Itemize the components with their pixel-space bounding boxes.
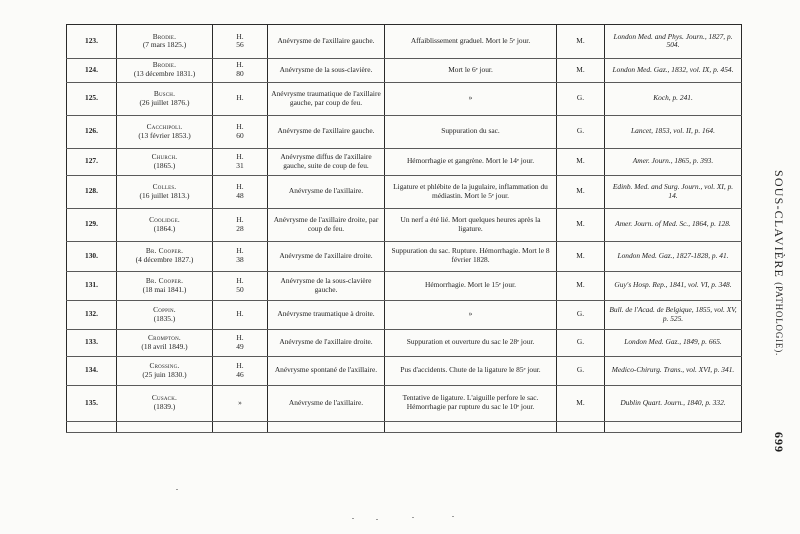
reference-text: Dublin Quart. Journ., 1840, p. 332.: [620, 397, 726, 407]
result-code: M.: [576, 219, 585, 229]
result-cell: [557, 208, 605, 241]
case-number-cell: [67, 115, 117, 148]
outcome-text: Mort le 6ᵉ jour.: [448, 64, 493, 74]
lesion-text: Anévrysme traumatique à droite.: [277, 309, 375, 319]
case-number: 126.: [85, 126, 98, 136]
result-cell: [557, 329, 605, 356]
author-name: Busch.: [153, 88, 176, 98]
case-date: (1864.): [153, 223, 176, 233]
reference-text: London Med. and Phys. Journ., 1827, p. 504.: [613, 31, 733, 50]
reference-text: Medico-Chirurg. Trans., vol. XVI, p. 341.: [611, 365, 735, 375]
author-name: Brodie.: [152, 31, 177, 41]
result-cell: [557, 241, 605, 271]
author-name: Br. Cooper.: [145, 246, 184, 256]
lesion-cell: [268, 385, 385, 421]
case-number-cell: [67, 385, 117, 421]
outcome-text: Suppuration et ouverture du sac le 28ᵉ jour.: [406, 337, 535, 347]
case-number: 132.: [85, 309, 98, 319]
outcome-cell: [385, 271, 557, 300]
result-cell: [557, 115, 605, 148]
case-number-cell: [67, 271, 117, 300]
reference-text: Edinb. Med. and Surg. Journ., vol. XI, p. 14.: [612, 181, 734, 200]
author-name: Cacchipoli.: [146, 121, 183, 131]
case-number: 128.: [85, 186, 98, 196]
lesion-text: Anévrysme spontané de l'axillaire.: [274, 365, 378, 375]
lesion-text: Anévrysme de l'axillaire droite, par coup de feu.: [273, 214, 379, 233]
case-date: (26 juillet 1876.): [139, 97, 190, 107]
running-head-title: SOUS-CLAVIÈRE: [772, 170, 786, 279]
reference-text: Amer. Journ., 1865, p. 393.: [632, 156, 714, 166]
outcome-text: Hémorrhagie et gangrène. Mort le 14ᵉ jour.: [406, 156, 535, 166]
reference-text: Lancet, 1853, vol. II, p. 164.: [631, 126, 715, 136]
case-number: 125.: [85, 93, 98, 103]
result-code: M.: [576, 35, 585, 45]
sex-age-cell: [213, 175, 268, 208]
patient-sex: H.: [236, 309, 244, 319]
outcome-cell: [385, 148, 557, 175]
result-code: G.: [576, 309, 585, 319]
outcome-text: Tentative de ligature. L'aiguille perfore le sac. Hémorrhagie par rupture du sac le 10ᵉ jour.: [402, 393, 539, 411]
patient-age: 50: [236, 284, 244, 294]
table-row: [67, 208, 742, 241]
sex-age-cell: [213, 329, 268, 356]
patient-sex: H.: [236, 60, 244, 70]
case-date: (7 mars 1825.): [142, 40, 187, 50]
outcome-text: Un nerf a été lié. Mort quelques heures après la ligature.: [400, 214, 541, 233]
reference-cell: [605, 115, 742, 148]
author-name: Colles.: [152, 181, 177, 191]
patient-sex: H.: [236, 121, 244, 131]
reference-cell: [605, 175, 742, 208]
author-name: Coppin.: [153, 304, 176, 314]
reference-cell: [605, 208, 742, 241]
lesion-text: Anévrysme de l'axillaire gauche.: [277, 126, 375, 136]
case-number-cell: [67, 241, 117, 271]
reference-cell: [605, 271, 742, 300]
case-number: 129.: [85, 219, 98, 229]
patient-sex: H.: [236, 332, 244, 342]
outcome-text: »: [468, 93, 473, 103]
patient-age: 48: [236, 190, 244, 200]
lesion-cell: [268, 115, 385, 148]
case-number: 134.: [85, 365, 98, 375]
result-code: G.: [576, 126, 585, 136]
result-cell: [557, 58, 605, 82]
case-number-cell: [67, 208, 117, 241]
table-row: [67, 148, 742, 175]
case-number-cell: [67, 148, 117, 175]
lesion-cell: [268, 175, 385, 208]
outcome-cell: [385, 25, 557, 58]
patient-sex: »: [238, 397, 242, 407]
result-cell: [557, 356, 605, 385]
patient-age: 28: [236, 223, 244, 233]
outcome-cell: [385, 329, 557, 356]
result-code: G.: [576, 365, 585, 375]
lesion-cell: [268, 58, 385, 82]
lesion-cell: [268, 25, 385, 58]
patient-sex: H.: [236, 360, 244, 370]
reference-cell: [605, 385, 742, 421]
case-number: 130.: [85, 250, 98, 260]
case-number-cell: [67, 329, 117, 356]
author-cell: [117, 175, 213, 208]
author-name: Br. Cooper.: [145, 275, 184, 285]
case-number-cell: [67, 82, 117, 115]
lesion-text: Anévrysme traumatique de l'axillaire gauche, par coup de feu.: [271, 88, 381, 107]
author-name: Cusack.: [151, 393, 178, 403]
lesion-text: Anévrysme de la sous-clavière gauche.: [280, 275, 372, 294]
outcome-text: Ligature et phlébite de la jugulaire, inflammation du médiastin. Mort le 5ᵉ jour.: [393, 181, 548, 200]
outcome-cell: [385, 175, 557, 208]
case-date: (18 mai 1841.): [142, 284, 187, 294]
result-cell: [557, 175, 605, 208]
reference-cell: [605, 82, 742, 115]
author-cell: [117, 241, 213, 271]
result-cell: [557, 25, 605, 58]
reference-text: London Med. Gaz., 1849, p. 665.: [624, 337, 722, 347]
outcome-text: Suppuration du sac. Rupture. Hémorrhagie. Mort le 8 février 1828.: [391, 246, 550, 264]
outcome-cell: [385, 208, 557, 241]
lesion-cell: [268, 208, 385, 241]
patient-sex: H.: [236, 31, 244, 41]
case-number: 133.: [85, 337, 98, 347]
reference-text: London Med. Gaz., 1832, vol. IX, p. 454.: [612, 64, 734, 74]
outcome-text: »: [468, 309, 473, 319]
outcome-text: Affaiblissement graduel. Mort le 5ᵉ jour.: [410, 35, 531, 45]
case-number-cell: [67, 58, 117, 82]
sex-age-cell: [213, 148, 268, 175]
author-name: Church.: [151, 151, 178, 161]
patient-sex: H.: [236, 246, 244, 256]
case-number: 124.: [85, 64, 98, 74]
case-date: (13 décembre 1831.): [133, 69, 196, 78]
running-head-subtitle: (PATHOLOGIE).: [774, 282, 784, 357]
table-row: [67, 329, 742, 356]
result-code: G.: [576, 93, 585, 103]
reference-text: Amer. Journ. of Med. Sc., 1864, p. 128.: [615, 219, 731, 229]
author-cell: [117, 115, 213, 148]
case-number: 135.: [85, 397, 98, 407]
patient-sex: H.: [236, 181, 244, 191]
table-row: [67, 385, 742, 421]
patient-sex: H.: [236, 93, 244, 103]
author-cell: [117, 329, 213, 356]
result-code: M.: [576, 186, 585, 196]
reference-cell: [605, 241, 742, 271]
result-cell: [557, 300, 605, 329]
author-cell: [117, 25, 213, 58]
author-name: Crompton.: [148, 332, 181, 342]
patient-age: 49: [236, 341, 244, 351]
table-row: [67, 241, 742, 271]
running-head: [771, 170, 786, 356]
case-number: 123.: [85, 35, 98, 45]
author-cell: [117, 271, 213, 300]
patient-age: 31: [236, 160, 244, 170]
case-date: (25 juin 1830.): [142, 369, 187, 379]
patient-age: 38: [236, 255, 244, 264]
case-number: 131.: [85, 280, 98, 290]
sex-age-cell: [213, 271, 268, 300]
lesion-text: Anévrysme de l'axillaire gauche.: [277, 35, 375, 45]
lesion-text: Anévrysme diffus de l'axillaire gauche, suite de coup de feu.: [280, 151, 372, 170]
lesion-cell: [268, 356, 385, 385]
reference-cell: [605, 356, 742, 385]
author-cell: [117, 58, 213, 82]
table-row: [67, 356, 742, 385]
lesion-cell: [268, 148, 385, 175]
lesion-cell: [268, 300, 385, 329]
case-date: (1835.): [153, 313, 176, 323]
table-row: [67, 175, 742, 208]
result-code: M.: [576, 250, 585, 260]
result-code: M.: [576, 397, 585, 407]
case-date: (16 juillet 1813.): [139, 190, 190, 200]
case-number-cell: [67, 300, 117, 329]
sex-age-cell: [213, 25, 268, 58]
patient-sex: H.: [236, 151, 244, 161]
patient-sex: H.: [236, 275, 244, 285]
lesion-cell: [268, 271, 385, 300]
sex-age-cell: [213, 300, 268, 329]
table-row: [67, 82, 742, 115]
outcome-text: Hémorrhagie. Mort le 15ᵉ jour.: [425, 280, 516, 290]
case-number-cell: [67, 175, 117, 208]
case-date: (4 décembre 1827.): [135, 255, 194, 264]
result-cell: [557, 148, 605, 175]
result-code: G.: [576, 337, 585, 347]
reference-cell: [605, 25, 742, 58]
outcome-cell: [385, 82, 557, 115]
sex-age-cell: [213, 385, 268, 421]
outcome-text: Suppuration du sac.: [441, 126, 500, 136]
cases-table: [66, 24, 742, 433]
author-name: Brodie.: [152, 60, 177, 70]
author-name: Crossing.: [149, 360, 180, 370]
patient-sex: H.: [236, 214, 244, 224]
author-cell: [117, 82, 213, 115]
sex-age-cell: [213, 115, 268, 148]
reference-cell: [605, 300, 742, 329]
page-number: 699: [772, 432, 786, 453]
case-date: (13 février 1853.): [138, 130, 191, 140]
reference-cell: [605, 148, 742, 175]
sex-age-cell: [213, 356, 268, 385]
outcome-cell: [385, 385, 557, 421]
case-date: (1865.): [153, 160, 176, 170]
lesion-cell: [268, 82, 385, 115]
lesion-text: Anévrysme de la sous-clavière.: [279, 64, 373, 74]
outcome-cell: [385, 241, 557, 271]
reference-text: London Med. Gaz., 1827-1828, p. 41.: [617, 250, 729, 260]
patient-age: 60: [236, 130, 244, 140]
result-cell: [557, 271, 605, 300]
case-date: (1839.): [153, 402, 176, 411]
patient-age: 46: [236, 369, 244, 379]
outcome-cell: [385, 356, 557, 385]
sex-age-cell: [213, 208, 268, 241]
result-cell: [557, 385, 605, 421]
lesion-text: Anévrysme de l'axillaire droite.: [279, 250, 373, 260]
reference-text: Koch, p. 241.: [653, 93, 693, 103]
outcome-cell: [385, 300, 557, 329]
reference-text: Bull. de l'Acad. de Belgique, 1855, vol. XV, p. 525.: [609, 304, 737, 323]
patient-age: 56: [236, 40, 244, 50]
author-cell: [117, 208, 213, 241]
table-row: [67, 271, 742, 300]
reference-cell: [605, 58, 742, 82]
lesion-text: Anévrysme de l'axillaire.: [288, 186, 364, 196]
case-number-cell: [67, 25, 117, 58]
result-code: M.: [576, 64, 585, 74]
author-cell: [117, 148, 213, 175]
outcome-cell: [385, 58, 557, 82]
result-code: M.: [576, 156, 585, 166]
outcome-text: Pus d'accidents. Chute de la ligature le 85ᵉ jour.: [400, 365, 541, 375]
sex-age-cell: [213, 241, 268, 271]
outcome-cell: [385, 115, 557, 148]
lesion-text: Anévrysme de l'axillaire droite.: [279, 337, 373, 347]
table-body: [67, 25, 742, 433]
table-row: [67, 58, 742, 82]
sex-age-cell: [213, 58, 268, 82]
result-code: M.: [576, 280, 585, 290]
lesion-text: Anévrysme de l'axillaire.: [288, 397, 364, 407]
case-date: (18 avril 1849.): [141, 341, 188, 351]
author-cell: [117, 385, 213, 421]
author-cell: [117, 300, 213, 329]
author-cell: [117, 356, 213, 385]
patient-age: 80: [236, 69, 244, 78]
result-cell: [557, 82, 605, 115]
sex-age-cell: [213, 82, 268, 115]
case-number-cell: [67, 356, 117, 385]
table-row: [67, 115, 742, 148]
lesion-cell: [268, 329, 385, 356]
reference-cell: [605, 329, 742, 356]
lesion-cell: [268, 241, 385, 271]
table-row: [67, 300, 742, 329]
table-row: [67, 25, 742, 58]
reference-text: Guy's Hosp. Rep., 1841, vol. VI, p. 348.: [614, 280, 732, 290]
author-name: Coolidge.: [149, 214, 180, 224]
table-tail: [67, 421, 742, 432]
case-number: 127.: [85, 156, 98, 166]
